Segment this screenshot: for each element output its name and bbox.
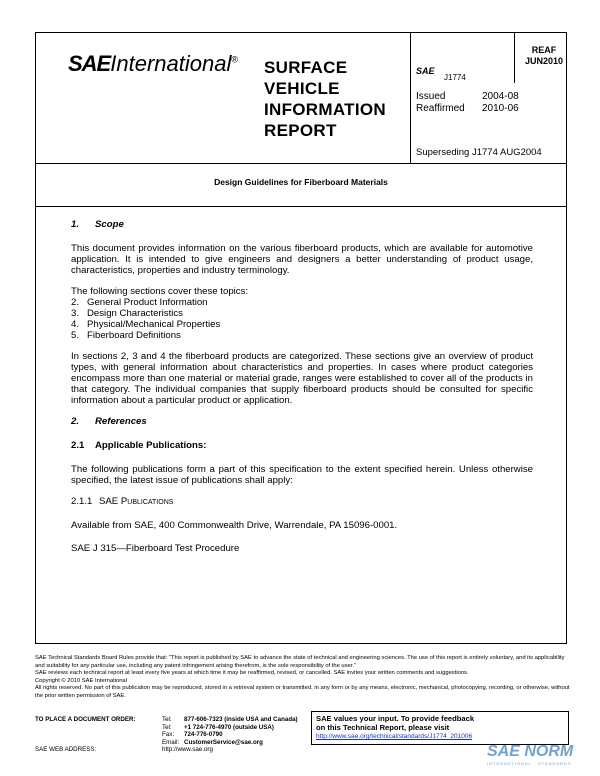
subsection-heading: 2.1 Applicable Publications: [71, 440, 207, 451]
paragraph: This document provides information on the various fiberboard products, which are available for automotive application. It is intended to give engineers and designers a better understanding of product usage, characteristics, properties and industry terminology. [71, 243, 533, 276]
paragraph: The following sections cover these topics: [71, 286, 249, 297]
sae-small-logo: SAE [416, 66, 435, 76]
reaf-badge: REAF JUN2010 [524, 45, 564, 66]
superseding: Superseding J1774 AUG2004 [416, 147, 542, 158]
subsubsection-heading: 2.1.1 SAE Publications [71, 496, 174, 507]
paragraph: SAE J 315—Fiberboard Test Procedure [71, 543, 240, 554]
divider [36, 206, 566, 207]
paragraph: Available from SAE, 400 Commonwealth Drive, Warrendale, PA 15096-0001. [71, 520, 398, 531]
feedback-link[interactable]: http://www.sae.org/technical/standards/J1774_201006 [316, 733, 473, 740]
section-heading-references: 2. References [71, 416, 147, 427]
list-item: 5. Fiberboard Definitions [71, 330, 181, 341]
document-body [71, 219, 533, 564]
feedback-box: SAE values your input. To provide feedback on this Technical Report, please visit http://www.sae.org/technical/standards/J1774_201006 [311, 711, 569, 745]
web-link[interactable]: http://www.sae.org [162, 746, 213, 753]
doc-number: J1774 [444, 73, 466, 82]
paragraph: The following publications form a part of this specification to the extent specified herein. Unless otherwise specified, the latest issue of publications shall apply: [71, 464, 533, 486]
list-item: 3. Design Characteristics [71, 308, 183, 319]
divider [36, 163, 566, 164]
section-heading-scope: 1. Scope [71, 219, 124, 230]
document-title: Design Guidelines for Fiberboard Materials [214, 177, 388, 187]
divider [514, 33, 515, 83]
list-item: 4. Physical/Mechanical Properties [71, 319, 221, 330]
report-type-title: SURFACE VEHICLE INFORMATION REPORT [264, 58, 386, 140]
paragraph: In sections 2, 3 and 4 the fiberboard products are categorized. These sections give an overview of product types, with general information about characteristics and properties. In cases where product categories encompass more than one material or material grade, ranges were established to cover all of the products in that category. The individual companies that supply fiberboard products should be consulted for specific information about a particular product or application. [71, 351, 533, 406]
list-item: 2. General Product Information [71, 297, 208, 308]
sae-logo: SAEInternational® [68, 51, 238, 76]
topics-list [71, 297, 533, 341]
divider [410, 33, 411, 163]
footer-notice: SAE Technical Standards Board Rules provide that: "This report is published by SAE to advance the state of technical and engineering sciences. The use of this report is entirely voluntary, and its applicability and suitability for any particular use, including any patent infringement arising therefrom, is the sole responsibility of the user." SAE reviews each technical report at least every five years at which time it may be reaffirmed, revised, or cancelled. SAE invites your written comments and suggestions. Copyright © 2010 SAE International All rights reserved. No part of this publication may be reproduced, stored in a retrieval system or transmitted, in any form or by any means, electronic, mechanical, photocopying, recording, or otherwise, without the prior written permission of SAE. [35, 655, 570, 699]
watermark-logo: SAE NORM INTERNATIONAL · STANDARDS [487, 743, 574, 766]
issue-dates: Issued 2004-08 Reaffirmed 2010-06 [416, 91, 519, 114]
